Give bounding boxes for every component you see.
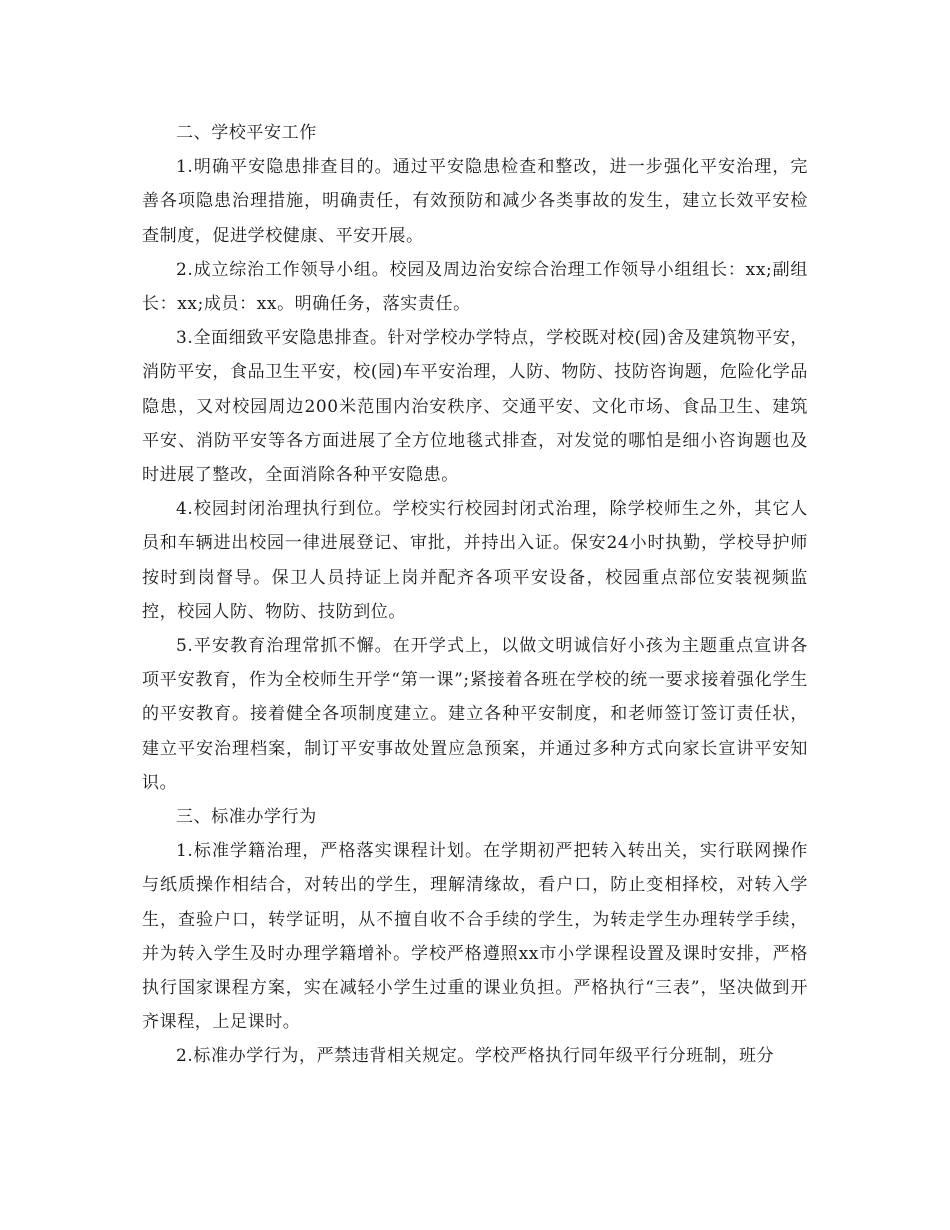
- paragraph-standards-2: 2.标准办学行为，严禁违背相关规定。学校严格执行同年级平行分班制，班分: [176, 1046, 775, 1067]
- paragraph-standards-1: 1.标准学籍治理，严格落实课程计划。在学期初严把转入转出关，实行联网操作与纸质操作相结合，对转出的学生，理解清缘故，看户口，防止变相择校，对转入学生，查验户口，转学证明，从不擅自收不合手续的学生，为转走学生办理转学手续，并为转入学生及时办理学籍增补。学校严格遵照xx市小学课程设置及课时安排，严格执行国家课程方案，实在减轻小学生过重的课业负担。严格执行“三表”，坚决做到开齐课程，上足课时。: [142, 841, 808, 1033]
- paragraph-safety-2: 2.成立综治工作领导小组。校园及周边治安综合治理工作领导小组组长：xx;副组长：xx;成员：xx。明确任务，落实责任。: [142, 259, 808, 315]
- paragraph-safety-4: 4.校园封闭治理执行到位。学校实行校园封闭式治理，除学校师生之外，其它人员和车辆进出校园一律进展登记、审批，并持出入证。保安24小时执勤，学校导护师按时到岗督导。保卫人员持证上岗并配齐各项平安设备，校园重点部位安装视频监控，校园人防、物防、技防到位。: [142, 499, 808, 622]
- paragraph-safety-3: 3.全面细致平安隐患排查。针对学校办学特点，学校既对校(园)舍及建筑物平安，消防平安，食品卫生平安，校(园)车平安治理，人防、物防、技防咨询题，危险化学品隐患，又对校园周边200米范围内治安秩序、交通平安、文化市场、食品卫生、建筑平安、消防平安等各方面进展了全方位地毯式排查，对发觉的哪怕是细小咨询题也及时进展了整改，全面消除各种平安隐患。: [142, 328, 808, 486]
- section-heading-standards: 三、标准办学行为: [176, 807, 317, 828]
- section-heading-safety: 二、学校平安工作: [176, 123, 317, 143]
- paragraph-safety-5: 5.平安教育治理常抓不懈。在开学式上，以做文明诚信好小孩为主题重点宣讲各项平安教育，作为全校师生开学“第一课”;紧接着各班在学校的统一要求接着强化学生的平安教育。接着健全各项制度建立。建立各种平安制度，和老师签订签订责任状，建立平安治理档案，制订平安事故处置应急预案，并通过多种方式向家长宣讲平安知识。: [142, 636, 808, 793]
- document-body: [142, 116, 808, 1074]
- paragraph-safety-1: 1.明确平安隐患排查目的。通过平安隐患检查和整改，进一步强化平安治理，完善各项隐患治理措施，明确责任，有效预防和减少各类事故的发生，建立长效平安检查制度，促进学校健康、平安开展。: [142, 157, 808, 246]
